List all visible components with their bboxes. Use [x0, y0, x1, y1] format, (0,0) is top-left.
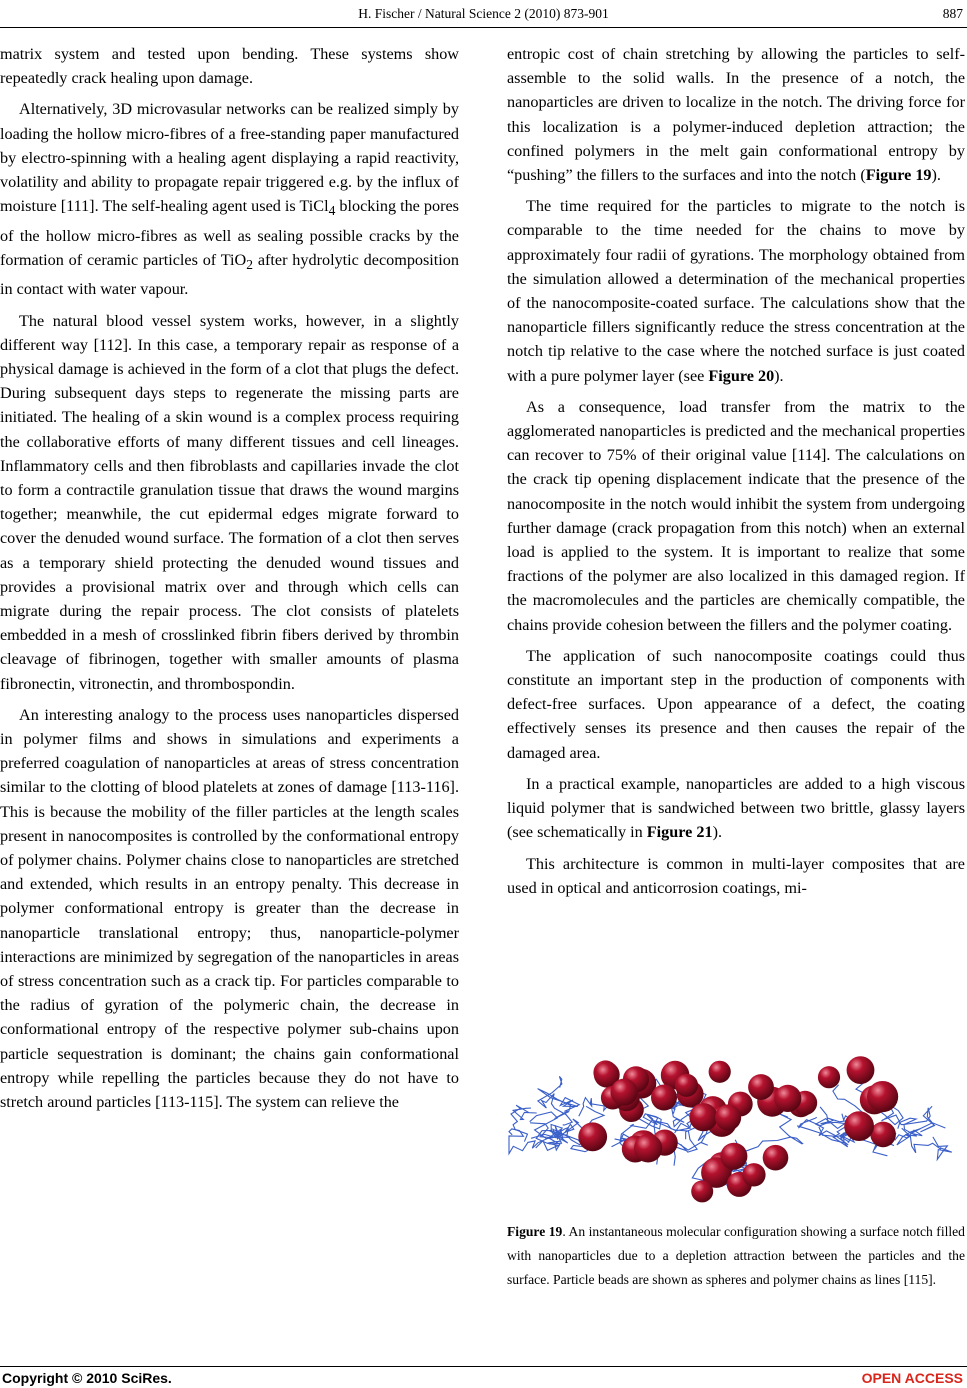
nanoparticle-sphere: [715, 1104, 741, 1130]
caption-label: Figure 19: [507, 1224, 563, 1239]
nanoparticle-sphere: [634, 1134, 662, 1162]
copyright-notice: Copyright © 2010 SciRes.: [2, 1370, 172, 1386]
paragraph: Alternatively, 3D microvasular networks can be realized simply by loading the hollow micro-fibres of a free-standing paper manufactured by electro-spinning with a healing agent displaying a rapid reactivity, volatility and ability to propagate repair triggered e.g. by the influx of moisture [111]. The self-healing agent used is TiCl$_4$ blocking the pores of the hollow micro-fibres as well as sealing possible cracks by the formation of ceramic particles of TiO$_2$ after hydrolytic decomposition in contact with water vapour.: [0, 100, 459, 299]
nanoparticle-sphere: [720, 1143, 747, 1170]
polymer-chain: [509, 1129, 552, 1154]
left-column: [0, 42, 459, 1114]
nanoparticle-sphere: [675, 1074, 698, 1097]
nanoparticle-sphere: [847, 1056, 875, 1084]
nanoparticle-sphere: [578, 1122, 607, 1151]
nanoparticle-sphere: [774, 1085, 801, 1112]
molecular-configuration-image: [507, 1050, 965, 1210]
header-rule: [0, 27, 967, 28]
paragraph: The time required for the particles to migrate to the notch is comparable to the time needed for the chains to move by approximately four radii of gyrations. The morphology obtained from the simulation allowed a determination of the mechanical properties of the nanocomposite-coated surface. The calculations show that the nanoparticle fillers significantly reduce the stress concentration at the notch tip relative to the case where the notched surface is just coated with a pure polymer layer (see Figure 20).: [507, 197, 965, 385]
right-column: [507, 42, 965, 900]
nanoparticle-sphere: [611, 1079, 638, 1106]
paragraph: An interesting analogy to the process uses nanoparticles dispersed in polymer films and shows in simulations and experiments a preferred coagulation of nanoparticles at areas of stress concentration similar to the clotting of blood platelets at zones of damage [113-116]. This is because the mobility of the filler particles at the length scales present in nanocomposites is controlled by the conformational entropy of polymer chains. Polymer chains close to nanoparticles are stretched and extended, which results in an entropy penalty. This decrease in polymer conformational entropy is greater than the decrease in nanoparticle translational entropy; thus, nanoparticle-polymer interactions are minimized by segregation of the nanoparticles in areas of stress concentration such as a crack tip. For particles comparable to the radius of gyration of the polymeric chain, the decrease in conformational entropy of the respective polymer sub-chains upon particle sequestration is dominant; the chains gain conformational entropy while repelling the particles because they do not have to stretch around particles [113-115]. The system can relieve the: [0, 705, 459, 1111]
nanoparticle-sphere: [818, 1066, 840, 1088]
paragraph: As a consequence, load transfer from the matrix to the agglomerated nanoparticles is predicted and the mechanical properties can recover to 75% of their original value [114]. The calculations on the crack tip opening displacement indicate that the presence of the nanocomposite in the notch would inhibit the system from undergoing further damage (crack propagation from this notch) when an external load is applied to the system. It is important to realize that some fractions of the polymer are also localized in this damaged region. If the macromolecules and the particles are chemically compatible, the chains provide cohesion between the fillers and the polymer coating.: [507, 397, 965, 634]
paragraph: In a practical example, nanoparticles are added to a high viscous liquid polymer that is sandwiched between two brittle, glassy layers (see schematically in Figure 21).: [507, 774, 965, 842]
paragraph: The natural blood vessel system works, however, in a slightly different way [112]. In this case, a temporary repair as response of a physical damage is achieved in the form of a clot that plugs the defect. During subsequent days steps to regenerate the missing parts are initiated. The healing of a skin wound is a complex process requiring the collaborative efforts of many different tissues and cell lineages. Inflammatory cells and then fibroblasts and capillaries invade the clot to form a contractile granulation tissue that draws the wound margins together; meanwhile, the cut epidermal edges migrate forward to cover the denuded wound surface. The formation of a clot then serves as a temporary shield protecting the denuded wound tissues and provides a provisional matrix over and through which cells can migrate during the repair process. The clot consists of platelets embedded in a mesh of crosslinked fibrin fibers derived by thrombin cleavage of fibrinogen, together with smaller amounts of plasma fibronectin, vitronectin, and thrombospondin.: [0, 311, 459, 693]
nanoparticle-sphere: [691, 1180, 713, 1202]
figure-caption: [507, 1220, 965, 1292]
nanoparticle-sphere: [651, 1085, 677, 1111]
paragraph: This architecture is common in multi-layer composites that are used in optical and anticorrosion coatings, mi-: [507, 854, 965, 897]
figure-reference: Figure 20: [708, 366, 775, 385]
footer-rule: [0, 1366, 967, 1367]
page-header: [0, 6, 967, 26]
figure-reference: Figure 21: [646, 823, 713, 842]
nanoparticle-sphere: [867, 1081, 898, 1112]
page-number: 887: [942, 6, 963, 21]
nanoparticle-sphere: [709, 1061, 731, 1083]
nanoparticle-sphere: [742, 1163, 765, 1186]
caption-text: . An instantaneous molecular configuration showing a surface notch filled with nanoparticles due to a depletion attraction between the particles and the surface. Particle beads are shown as spheres and polymer chains as lines [115].: [507, 1224, 965, 1287]
nanoparticle-sphere: [870, 1122, 896, 1148]
nanoparticle-sphere: [748, 1074, 774, 1100]
nanoparticle-sphere: [844, 1111, 874, 1141]
paragraph: entropic cost of chain stretching by allowing the particles to self-assemble to the solid walls. In the presence of a notch, the nanoparticles are driven to localize in the notch. The driving force for this localization is a polymer-induced depletion attraction; the confined polymers in the melt gain conformational entropy by “pushing” the fillers to the surfaces and into the notch (Figure 19).: [507, 45, 965, 185]
figure-19-image: [507, 1050, 965, 1210]
nanoparticle-sphere: [689, 1103, 717, 1131]
paragraph: The application of such nanocomposite coatings could thus constitute an important step in the production of components with defect-free surfaces. Upon appearance of a defect, the coating effectively senses its presence and then causes the repair of the damaged area.: [507, 646, 965, 762]
polymer-chain: [898, 1106, 935, 1132]
nanoparticle-sphere: [763, 1145, 789, 1171]
running-title: H. Fischer / Natural Science 2 (2010) 873-901: [358, 6, 609, 21]
polymer-chain: [735, 1114, 802, 1152]
open-access-label: OPEN ACCESS: [861, 1370, 963, 1386]
figure-reference: Figure 19: [865, 166, 932, 185]
paragraph: matrix system and tested upon bending. These systems show repeatedly crack healing upon damage.: [0, 45, 459, 88]
